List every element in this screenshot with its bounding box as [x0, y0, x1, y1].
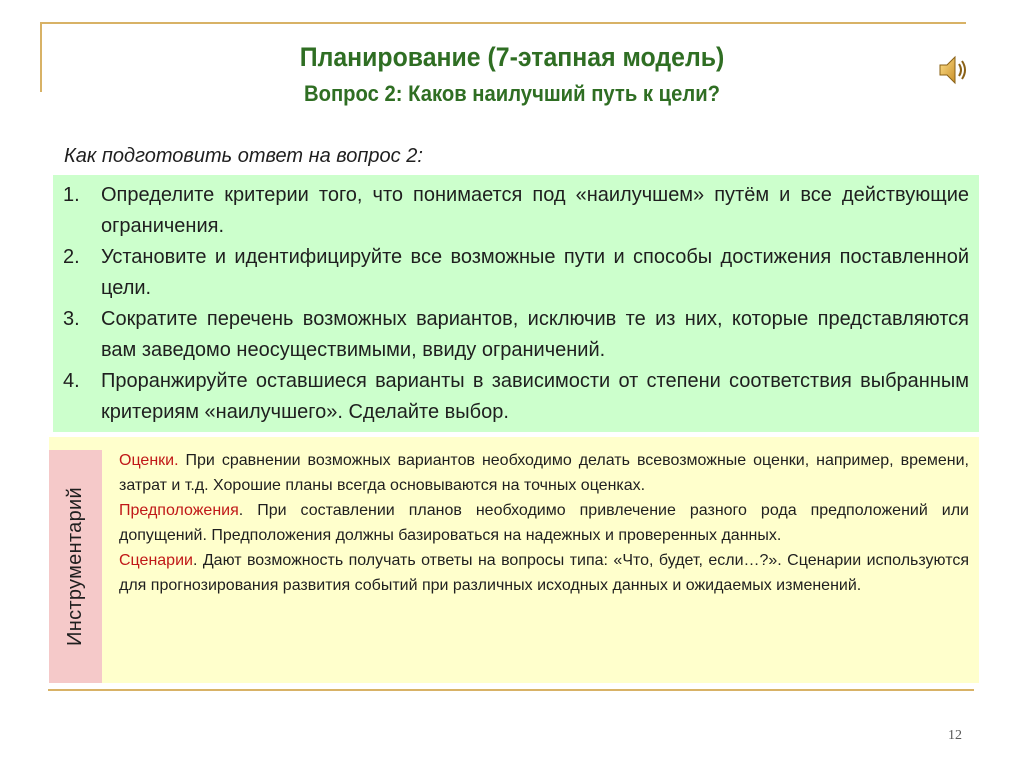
step-number: 3.	[63, 308, 80, 330]
step-number: 2.	[63, 246, 80, 268]
page-number: 12	[948, 728, 962, 743]
step-text: Сократите перечень возможных вариантов, исключив те из них, которые представляются вам заведомо неосуществимыми, ввиду ограничений.	[101, 308, 969, 361]
speaker-icon-graphic	[936, 52, 972, 88]
tool-description: . При составлении планов необходимо привлечение разного рода предположений или допущений. Предположения должны базироваться на надежных и проверенных данных.	[119, 502, 969, 544]
tool-term: Оценки.	[119, 452, 179, 469]
steps-list	[63, 180, 969, 428]
tool-item-estimates	[119, 448, 969, 498]
step-number: 1.	[63, 184, 80, 206]
step-text: Установите и идентифицируйте все возможные пути и способы достижения поставленной цели.	[101, 246, 969, 299]
step-text: Проранжируйте оставшиеся варианты в зависимости от степени соответствия выбранным критериям «наилучшего». Сделайте выбор.	[101, 370, 969, 423]
tools-text	[119, 448, 969, 598]
step-item	[63, 180, 969, 242]
frame-bottom-line	[48, 689, 974, 691]
slide-title: Планирование (7-этапная модель)	[299, 42, 725, 72]
tool-description: . Дают возможность получать ответы на вопросы типа: «Что, будет, если…?». Сценарии используются для прогнозирования развития событий при различных исходных данных и ожидаемых изменений.	[119, 552, 969, 594]
tools-side-label: Инструментарий	[64, 487, 86, 646]
slide-subtitle: Вопрос 2: Каков наилучший путь к цели?	[303, 81, 721, 106]
tool-term: Предположения	[119, 502, 239, 519]
tool-description: При сравнении возможных вариантов необходимо делать всевозможные оценки, например, времени, затрат и т.д. Хорошие планы всегда основываются на точных оценках.	[119, 452, 969, 494]
speaker-icon[interactable]	[936, 52, 972, 88]
step-item	[63, 366, 969, 428]
step-item	[63, 304, 969, 366]
step-item	[63, 242, 969, 304]
steps-panel	[53, 175, 979, 432]
step-text: Определите критерии того, что понимается под «наилучшем» путём и все действующие ограничения.	[101, 184, 969, 237]
tool-item-scenarios	[119, 548, 969, 598]
tool-item-assumptions	[119, 498, 969, 548]
step-number: 4.	[63, 370, 80, 392]
frame-top-line	[40, 22, 966, 24]
tools-side-tab	[49, 450, 102, 683]
tool-term: Сценарии	[119, 552, 193, 569]
question-prompt: Как подготовить ответ на вопрос 2:	[64, 145, 423, 167]
